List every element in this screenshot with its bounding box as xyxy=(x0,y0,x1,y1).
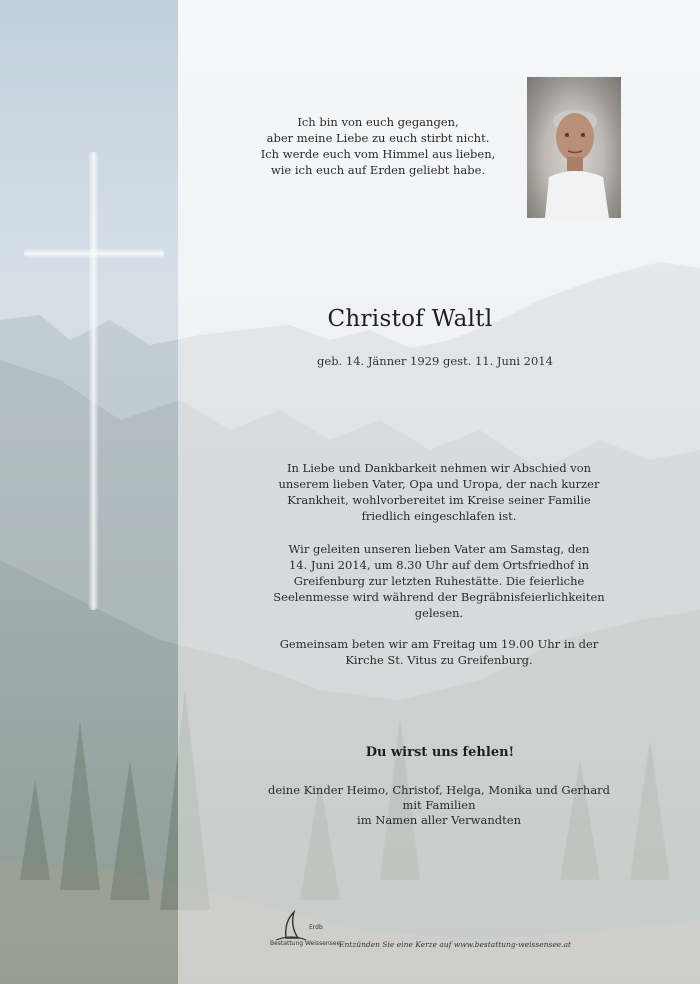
text-line: Gemeinsam beten wir am Freitag um 19.00 Uhr in der xyxy=(279,637,599,651)
family-line: mit Familien xyxy=(402,798,476,812)
poem-line: Ich werde euch vom Himmel aus lieben, xyxy=(260,147,496,161)
text-line: Krankheit, wohlvorbereitet im Kreise seiner Familie xyxy=(287,493,591,507)
text-line: Wir geleiten unseren lieben Vater am Samstag, den xyxy=(288,542,590,556)
text-line: 14. Juni 2014, um 8.30 Uhr auf dem Ortsfriedhof in xyxy=(288,558,590,572)
deceased-name: Christof Waltl xyxy=(327,306,493,332)
text-line: unserem lieben Vater, Opa und Uropa, der nach kurzer xyxy=(278,477,600,491)
cross-icon-horizontal xyxy=(24,249,164,258)
announcement-paragraph-3 xyxy=(268,636,610,668)
candle-link-text[interactable]: Entzünden Sie eine Kerze auf www.bestattung-weissensee.at xyxy=(339,940,572,949)
poem-line: Ich bin von euch gegangen, xyxy=(297,115,459,129)
text-line: Seelenmesse wird während der Begräbnisfeierlichkeiten xyxy=(273,590,605,604)
life-dates: geb. 14. Jänner 1929 gest. 11. Juni 2014 xyxy=(317,354,553,368)
logo-text: Bestattung Weissensee xyxy=(270,940,341,947)
announcement-paragraph-2 xyxy=(268,541,610,621)
text-line: Kirche St. Vitus zu Greifenburg. xyxy=(345,653,533,667)
text-line: gelesen. xyxy=(414,606,464,620)
portrait-illustration xyxy=(527,77,621,218)
poem-line: wie ich euch auf Erden geliebt habe. xyxy=(270,163,486,177)
poem xyxy=(248,114,508,178)
logo-small-text: Erdb xyxy=(309,924,323,931)
cross-icon-vertical xyxy=(89,152,98,610)
family-line: deine Kinder Heimo, Christof, Helga, Monika und Gerhard xyxy=(267,783,611,797)
family-line: im Namen aller Verwandten xyxy=(357,813,521,827)
text-line: Greifenburg zur letzten Ruhestätte. Die feierliche xyxy=(293,574,585,588)
announcement-paragraph-1 xyxy=(268,460,610,524)
text-line: friedlich eingeschlafen ist. xyxy=(361,509,517,523)
portrait-photo xyxy=(527,77,621,218)
family-signature xyxy=(258,783,620,828)
closing-line: Du wirst uns fehlen! xyxy=(365,745,515,760)
text-line: In Liebe und Dankbarkeit nehmen wir Abschied von xyxy=(286,461,592,475)
poem-line: aber meine Liebe zu euch stirbt nicht. xyxy=(266,131,490,145)
